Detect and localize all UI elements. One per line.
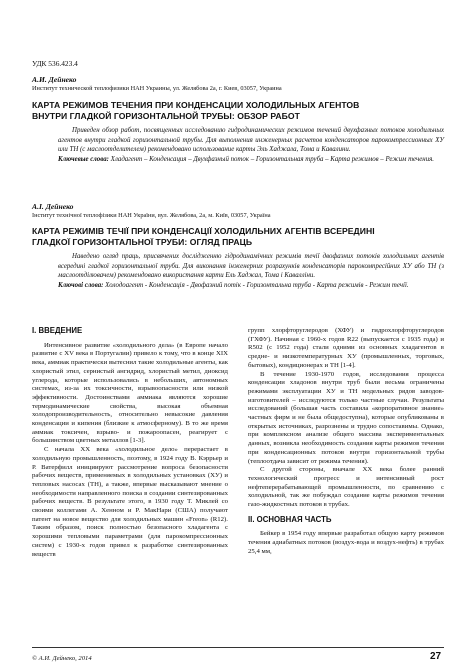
title-ua-line2: ГЛАДКОЇ ГОРИЗОНТАЛЬНОЇ ТРУБИ: ОГЛЯД ПРАЦЬ xyxy=(32,236,253,247)
footer-rule xyxy=(32,647,444,648)
keywords-ua-text: Холодоагент - Конденсація - Двофазний потік - Горизонтальна труба - Карта режимів - Режим течії. xyxy=(103,281,409,289)
affiliation-ru: Институт технической теплофизики НАН Украины, ул. Желябова 2а, г. Киев, 03057, Украина xyxy=(32,85,282,92)
title-ru-line2: ВНУТРИ ГЛАДКОЙ ГОРИЗОНТАЛЬНОЙ ТРУБЫ: ОБЗОР РАБОТ xyxy=(32,110,300,121)
page-number: 27 xyxy=(430,651,442,662)
author-ua: А.І. Дейнеко xyxy=(32,202,74,211)
intro-heading: I. ВВЕДЕНИЕ xyxy=(32,326,83,335)
keywords-ru-text: Хладагент – Конденсация – Двухфазный поток – Горизонтальная труба – Карта режимов – Режим течения. xyxy=(108,155,435,163)
title-ru xyxy=(32,100,444,121)
left-column xyxy=(32,327,228,559)
author-ru: А.И. Дейнеко xyxy=(32,75,77,84)
right-column xyxy=(248,327,444,557)
right-paragraph-1: групп хлорфторуглеродов (ХФУ) и гидрохлорфторуглеродов (ГХФУ). Начиная с 1960-х годов R22 (выпускается с 1935 года) и R502 (с 1952 года) стали одними из основных хладагентов в средне- и низкотемпературных ХУ (промышленных, торговых, бытовых), кондиционерах и ТН [1-4]. xyxy=(248,327,444,369)
affiliation-ua: Інститут технічної теплофізики НАН України, вул. Желябова, 2а, м. Київ, 03057, Україна xyxy=(32,212,271,219)
udk-code: УДК 536.423.4 xyxy=(32,59,78,68)
title-ru-line1: КАРТА РЕЖИМОВ ТЕЧЕНИЯ ПРИ КОНДЕНСАЦИИ ХОЛОДИЛЬНЫХ АГЕНТОВ xyxy=(32,100,360,110)
abstract-ru xyxy=(58,126,444,164)
right-paragraph-4: Бейкер в 1954 году впервые разработал общую карту режимов течения адиабатных потоков (воздух-вода и воздух-нефть) в трубах 25,4 мм, xyxy=(248,530,444,555)
keywords-ua-label: Ключові слова: xyxy=(58,281,104,289)
title-ua-line1: КАРТА РЕЖИМІВ ТЕЧІЇ ПРИ КОНДЕНСАЦІЇ ХОЛОДИЛЬНИХ АГЕНТІВ ВСЕРЕДИНІ xyxy=(32,226,375,236)
copyright: © А.И. Дейнеко, 2014 xyxy=(32,655,92,662)
right-paragraph-3: С другой стороны, вначале XX века более ранний технологический прогресс и интенсивный рост нефтеперерабатывающей промышленности, по сравнению с холодильной, так же побуждал создание карты режимов течения газо-жидкостных потоков в трубах. xyxy=(248,466,444,509)
title-ua xyxy=(32,226,444,247)
abstract-ru-text: Приведен обзор работ, посвященных исследованию гидродинамических режимов течений двухфазных потоков холодильных агентов внутри гладкой горизонтальной трубы. Для выполнения инженерных расчетов конденсаторов парокомпрессионных ХУ или ТН (с маслоотделителем) рекомендовано использование карты Эль Хаджала, Тома и Кавалини. xyxy=(58,127,444,154)
left-paragraph-1: Интенсивное развитие «холодильного дела» (в Европе начало развитие с XV века в Португалии) привело к тому, что в конце XIX века, аммиак практически вытеснил такие холодильные агенты, как хлористый этил, сернистый ангидрид, хлористый метил, диоксид углерода, которые использовались в небольших, автономных системах, из-за их токсичности, взрывоопасности или низкой эффективности. Достоинствами аммиака являются хорошие термодинамические свойства, высокая объемная холодопроизводительность, относительно невысокие давления конденсации и кипения (близкие к атмосферному). В то же время аммиак токсичен, взрыво- и пожароопасен, реагирует с большинством цветных металлов [1-3]. xyxy=(32,341,228,445)
right-paragraph-2: В течение 1930-1970 годов, исследования процесса конденсации хладонов внутри труб были весьма ограничены режимами эксплуатации ХУ и ТН модельных рядов заводов-изготовителей – исследуются только частные случаи. Результаты исследований (большая часть составила «корпоративное знание» частных фирм и не была общедоступна), которые опубликованы в открытых источниках, разрознены и трудно сопоставимы. Однако, при комплексном анализе общего массива экспериментальных данных, возникла необходимость создания карты режимов течения при конденсационных потоков внутри горизонтальной трубы (теплоотдача зависит от режима течения). xyxy=(248,370,444,465)
left-paragraph-2: С начала XX века «холодильное дело» перерастает в холодильную промышленность, поэтому, в 1924 году В. Кэррьер и Р. Ватерфилл инициируют рассмотрение вопроса безопасности рабочих веществ, применяемых в холодильных установках (ХУ) и тепловых насосах (ТН), а также, впервые высказывают мнение о необходимости направленного поиска в создании синтезированных рабочих веществ. В результате этого, в 1930 году Т. Миклей со своими коллегами А. Хенном и Р. МакНари (США) получают патент на новое вещество для холодильных машин «Freon» (R12). Таким образом, поиск полностью безопасного хладагента с хорошими тепловыми параметрами (для парокомпрессионных систем) с 1930-х годов привел к разработке синтезированных веществ xyxy=(32,446,228,558)
abstract-ua xyxy=(58,252,444,290)
keywords-ua xyxy=(58,281,444,291)
keywords-ru-label: Ключевые слова: xyxy=(58,155,109,163)
main-heading: II. ОСНОВНАЯ ЧАСТЬ xyxy=(248,514,332,524)
keywords-ru xyxy=(58,155,444,165)
abstract-ua-text: Наведено огляд праць, присвячених дослідженню гідродинамічних режимів течії двофазних потоків холодильних агентів всередині гладкої горизонтальної труби. Для виконання інженерних розрахунків конденсаторів парокомпресійних ХУ або ТН (з маслоотділювачем) рекомендовано використання карти Ель Хаджал, Тома і Кавалліни. xyxy=(58,253,444,280)
